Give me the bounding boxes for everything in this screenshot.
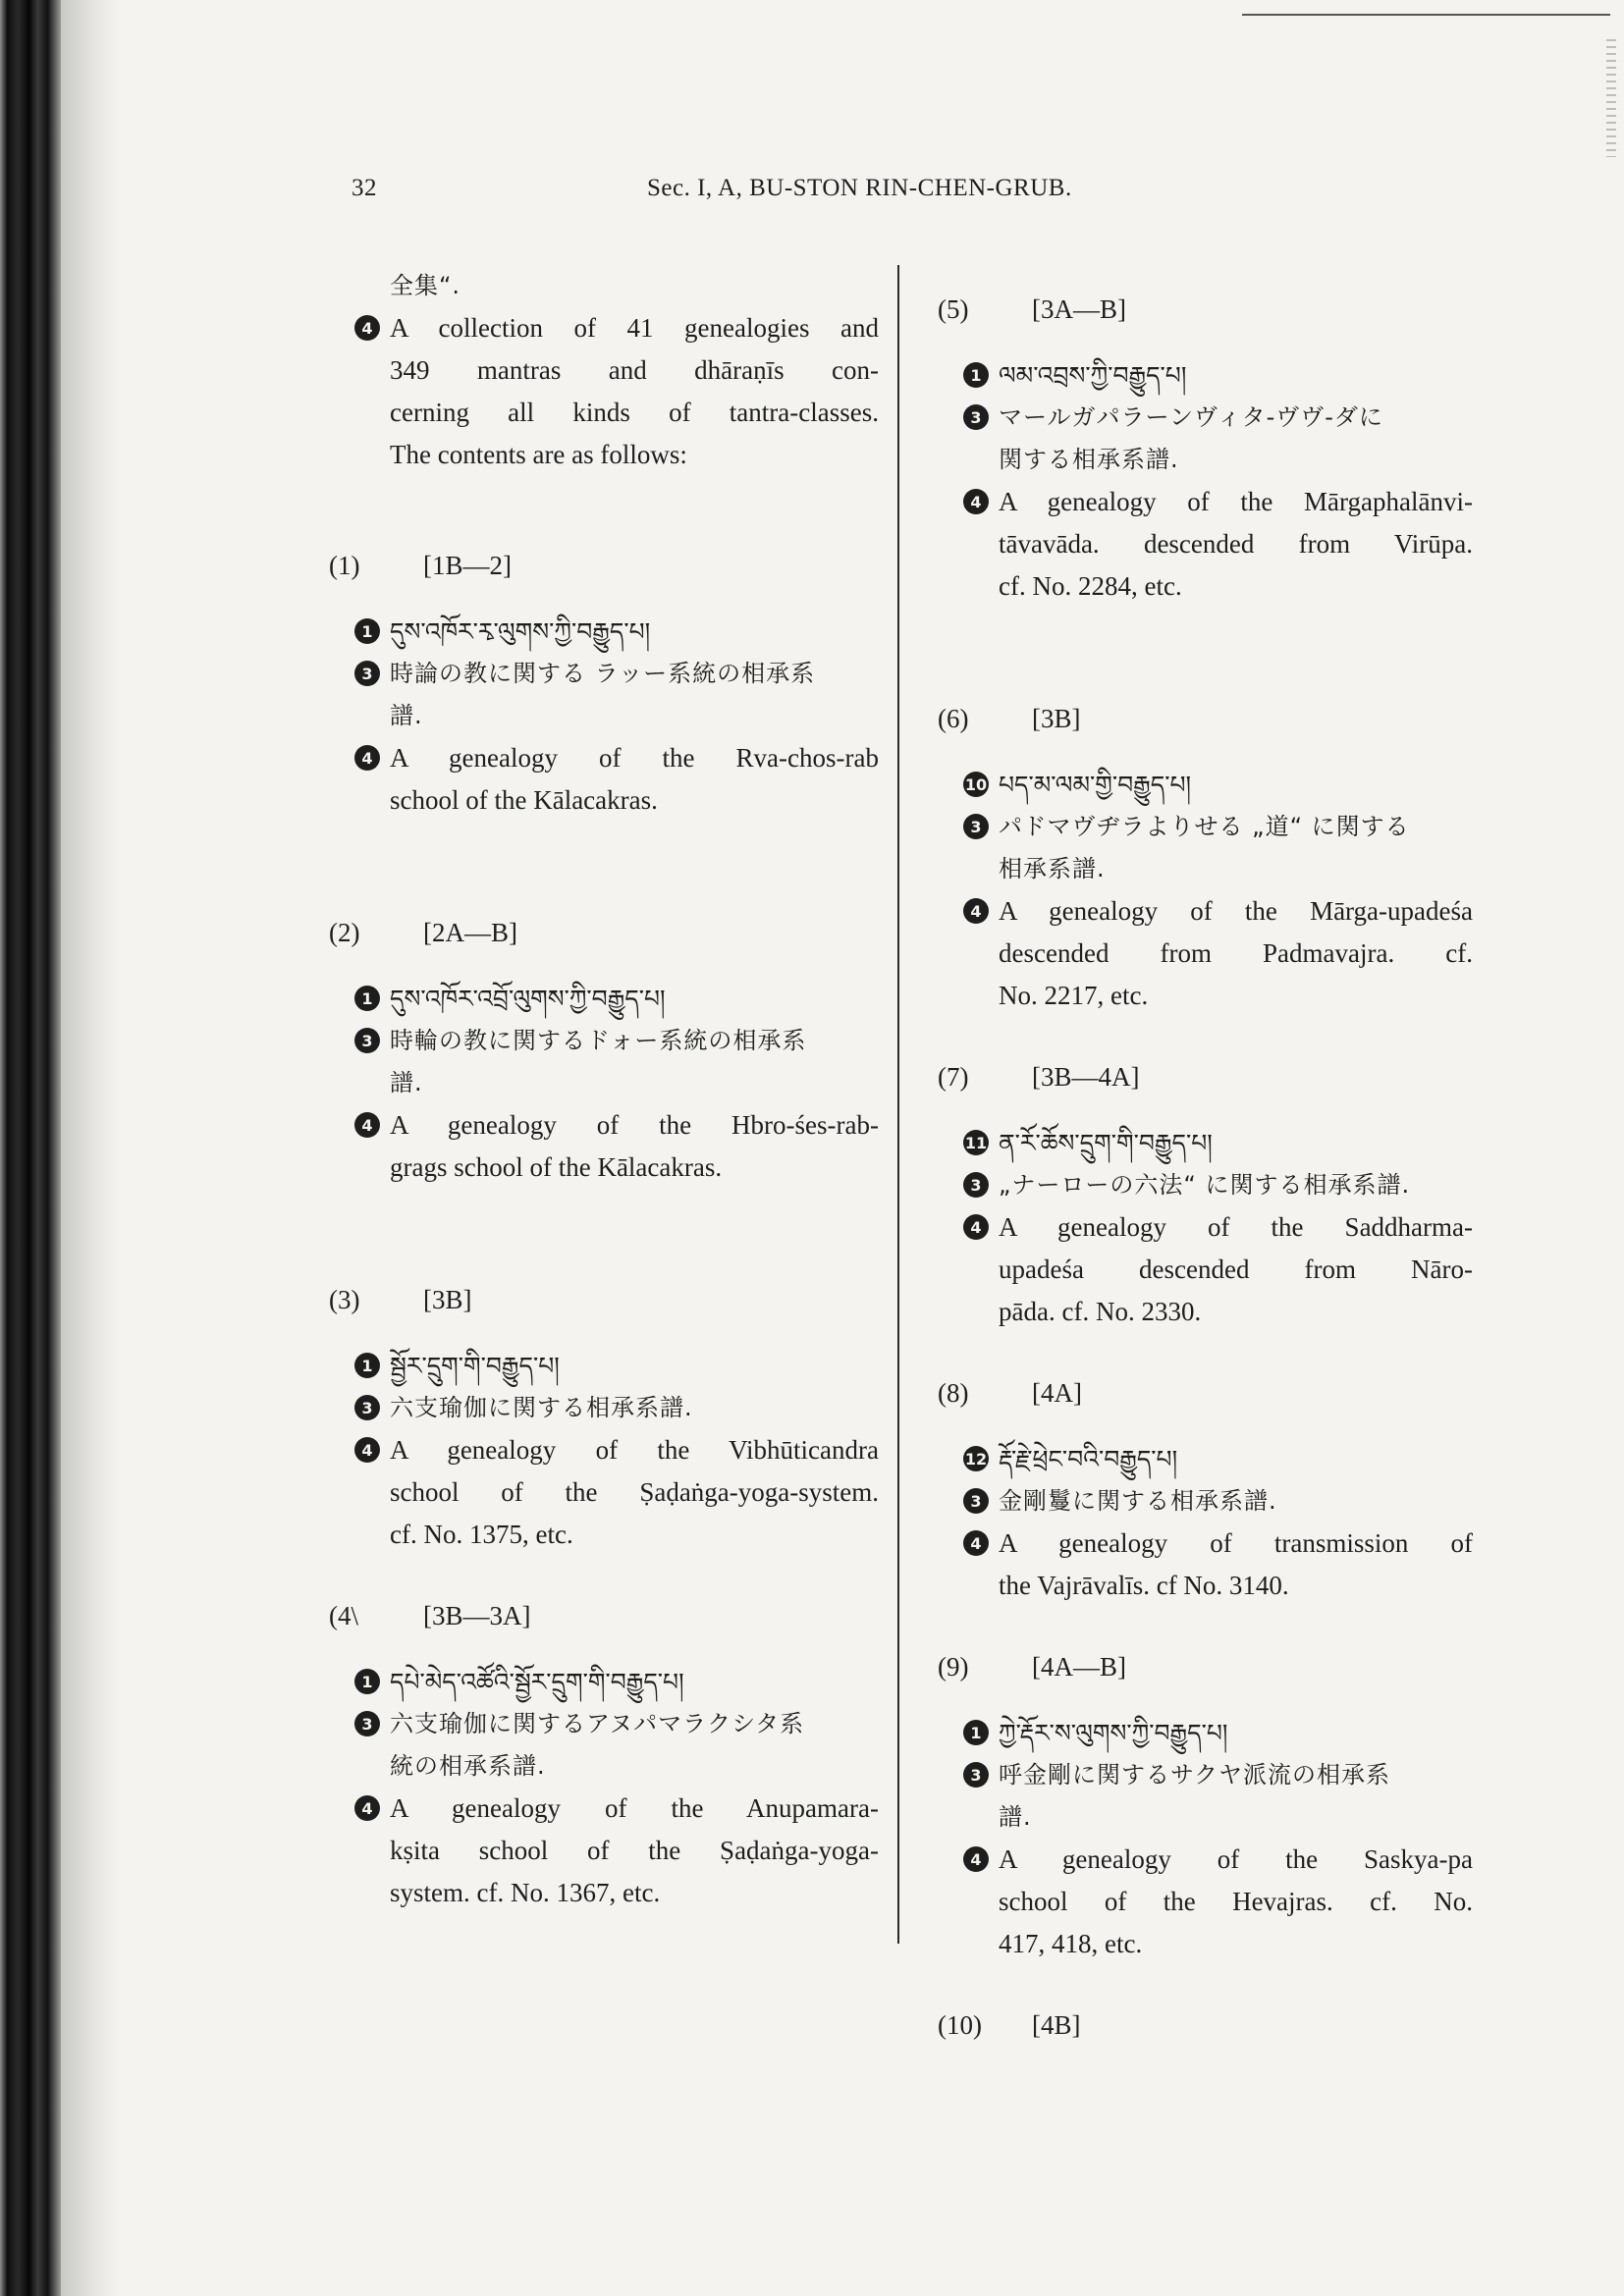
- intro-entry: [329, 307, 879, 476]
- section-gap: [938, 1965, 1473, 2004]
- circled-number-marker: 10: [963, 772, 989, 797]
- section-heading: [329, 545, 879, 587]
- section-folio-ref: [3A—B]: [1032, 294, 1126, 324]
- entry-line: school of the Ṣaḍaṅga-yoga-system.: [390, 1477, 879, 1507]
- section-heading: [329, 1279, 879, 1321]
- section-folio-ref: [3B—3A]: [423, 1601, 531, 1630]
- section-gap: [329, 476, 879, 545]
- entry-line: 六支瑜伽に関する相承系譜.: [390, 1394, 693, 1421]
- entry-english-description: [329, 1104, 879, 1189]
- entry-line: A genealogy of the Hbro-śes-rab-: [390, 1110, 879, 1140]
- entry-english-description: [329, 1429, 879, 1556]
- entry-japanese-title: [938, 1164, 1473, 1206]
- entry-body: [390, 1429, 879, 1556]
- entry-english-description: [329, 737, 879, 822]
- entry-japanese-title: [938, 1480, 1473, 1522]
- page-number: 32: [352, 175, 377, 201]
- entry-english-description: [938, 481, 1473, 608]
- entry-tibetan-title: [329, 978, 879, 1020]
- heading-gap: [938, 1098, 1473, 1122]
- section-number: (9): [938, 1652, 969, 1682]
- intro-line: cerning all kinds of tantra-classes.: [390, 398, 879, 427]
- entry-english-description: [938, 1206, 1473, 1333]
- heading-gap: [329, 954, 879, 978]
- entry-line: A genealogy of the Mārgaphalānvi-: [999, 487, 1473, 516]
- entry-body: [390, 653, 879, 737]
- heading-gap: [329, 587, 879, 611]
- entry-line: ལམ་འབྲས་ཀྱི་བརྒྱུད་པ།: [999, 361, 1187, 390]
- section-heading: [329, 912, 879, 954]
- entry-japanese-title: [329, 1020, 879, 1104]
- heading-gap: [938, 1688, 1473, 1712]
- entry-line: 金剛鬘に関する相承系譜.: [999, 1487, 1277, 1515]
- entry-body: [999, 1164, 1473, 1206]
- circled-number-marker: 1: [354, 618, 380, 644]
- section-folio-ref: [4A]: [1032, 1378, 1082, 1408]
- entry-line: A genealogy of the Mārga-upadeśa: [999, 896, 1473, 926]
- section-gap: [938, 1607, 1473, 1646]
- entry-tibetan-title: [329, 1345, 879, 1387]
- entry-line: པད་མ་ལམ་གྱི་བརྒྱུད་པ།: [999, 771, 1192, 799]
- section-number: (6): [938, 704, 969, 733]
- section-number: (8): [938, 1378, 969, 1408]
- entry-japanese-title: [329, 1387, 879, 1429]
- heading-gap: [938, 1415, 1473, 1438]
- entry-line: マールガパラーンヴィタ-ヴヴ-ダに: [999, 403, 1383, 431]
- entry-body: [390, 611, 879, 653]
- section-folio-ref: [2A—B]: [423, 918, 517, 947]
- section-heading: [938, 1372, 1473, 1415]
- section-heading: [938, 2004, 1473, 2047]
- entry-body: [390, 1345, 879, 1387]
- circled-number-marker: 4: [354, 315, 380, 341]
- entry-line: 相承系譜.: [999, 855, 1106, 882]
- entry-line: school of the Hevajras. cf. No.: [999, 1887, 1473, 1916]
- entry-body: [999, 1438, 1473, 1480]
- section-folio-ref: [4B]: [1032, 2010, 1081, 2040]
- circled-number-marker: 3: [354, 1028, 380, 1053]
- entry-tibetan-title: [938, 1438, 1473, 1480]
- entry-body: [390, 1387, 879, 1429]
- circled-number-marker: 1: [354, 1669, 380, 1694]
- entry-line: school of the Kālacakras.: [390, 785, 658, 815]
- intro-line: A collection of 41 genealogies and: [390, 313, 879, 343]
- scan-edge-speckle: [1606, 39, 1616, 157]
- section-number: (2): [329, 918, 360, 947]
- circled-number-marker: 4: [963, 898, 989, 924]
- section-folio-ref: [1B—2]: [423, 551, 512, 580]
- entry-english-description: [329, 1788, 879, 1914]
- section-heading: [938, 698, 1473, 740]
- entry-tibetan-title: [938, 764, 1473, 806]
- section-gap: [329, 1189, 879, 1279]
- running-head: Sec. I, A, BU-STON RIN-CHEN-GRUB.: [647, 175, 1072, 201]
- circled-number-marker: 12: [963, 1446, 989, 1471]
- entry-body: [999, 806, 1473, 890]
- entry-line: 時論の教に関する ラッー系統の相承系: [390, 660, 816, 687]
- entry-line: 譜.: [390, 702, 423, 729]
- entry-body: [999, 1839, 1473, 1965]
- entry-line: A genealogy of the Vibhūticandra: [390, 1435, 879, 1465]
- entry-line: descended from Padmavajra. cf.: [999, 938, 1473, 968]
- intro-fragment: 全集“.: [390, 272, 461, 299]
- entry-line: パドマヴヂラよりせる „道“ に関する: [999, 813, 1410, 840]
- entry-line: cf. No. 1375, etc.: [390, 1520, 573, 1549]
- heading-gap: [938, 740, 1473, 764]
- section-gap: [329, 822, 879, 912]
- circled-number-marker: 4: [354, 1795, 380, 1821]
- entry-line: tāvavāda. descended from Virūpa.: [999, 529, 1473, 559]
- section-gap: [938, 1017, 1473, 1056]
- entry-body: [390, 737, 879, 822]
- intro-line: The contents are as follows:: [390, 440, 687, 469]
- entry-tibetan-title: [938, 1122, 1473, 1164]
- entry-body: [999, 1522, 1473, 1607]
- circled-number-marker: 1: [963, 1720, 989, 1745]
- entry-line: system. cf. No. 1367, etc.: [390, 1878, 661, 1907]
- book-spine-shadow: [0, 0, 61, 2296]
- entry-body: [390, 1788, 879, 1914]
- circled-number-marker: 4: [354, 1437, 380, 1463]
- entry-body: [390, 1104, 879, 1189]
- section-gap: [938, 1333, 1473, 1372]
- entry-line: 時輪の教に関するドォー系統の相承系: [390, 1027, 807, 1054]
- entry-tibetan-title: [329, 611, 879, 653]
- entry-body: [999, 397, 1473, 481]
- section-number: (10): [938, 2010, 982, 2040]
- entry-line: དུས་འཁོར་རྭ་ལུགས་ཀྱི་བརྒྱུད་པ།: [390, 617, 651, 646]
- heading-gap: [938, 331, 1473, 354]
- heading-gap: [329, 1321, 879, 1345]
- entry-line: 417, 418, etc.: [999, 1929, 1143, 1958]
- circled-number-marker: 3: [963, 1762, 989, 1788]
- entry-english-description: [938, 1839, 1473, 1965]
- column-divider: [897, 265, 899, 1944]
- entry-line: 六支瑜伽に関するアヌパマラクシタ系: [390, 1710, 805, 1737]
- right-sections: [938, 265, 1473, 2047]
- entry-line: A genealogy of the Anupamara-: [390, 1793, 879, 1823]
- entry-line: pāda. cf. No. 2330.: [999, 1297, 1202, 1326]
- entry-body: [999, 1712, 1473, 1754]
- entry-body: [390, 978, 879, 1020]
- circled-number-marker: 3: [963, 1488, 989, 1514]
- entry-japanese-title: [329, 1703, 879, 1788]
- section-gap: [938, 608, 1473, 698]
- circled-number-marker: 1: [354, 986, 380, 1011]
- entry-line: A genealogy of the Saskya-pa: [999, 1844, 1473, 1874]
- section-heading: [329, 1595, 879, 1637]
- entry-english-description: [938, 1522, 1473, 1607]
- gutter-shadow: [61, 0, 120, 2296]
- entry-line: No. 2217, etc.: [999, 981, 1149, 1010]
- entry-body: [999, 890, 1473, 1017]
- entry-line: དུས་འཁོར་འབྲོ་ལུགས་ཀྱི་བརྒྱུད་པ།: [390, 985, 666, 1013]
- entry-japanese-title: [329, 653, 879, 737]
- circled-number-marker: 4: [354, 745, 380, 771]
- entry-line: 統の相承系譜.: [390, 1752, 546, 1780]
- entry-body: [999, 481, 1473, 608]
- circled-number-marker: 3: [354, 1395, 380, 1420]
- section-folio-ref: [3B]: [1032, 704, 1081, 733]
- section-heading: [938, 1646, 1473, 1688]
- section-number: (5): [938, 294, 969, 324]
- entry-line: རྡོ་རྗེ་ཕྲེང་བའི་བརྒྱུད་པ།: [999, 1445, 1178, 1473]
- page-header: [0, 175, 1624, 214]
- circled-number-marker: 4: [963, 489, 989, 514]
- intro-line: 349 mantras and dhāraṇīs con-: [390, 355, 879, 385]
- circled-number-marker: 3: [354, 1711, 380, 1736]
- entry-line: cf. No. 2284, etc.: [999, 571, 1182, 601]
- entry-body: [390, 1020, 879, 1104]
- left-sections: [329, 476, 879, 1914]
- entry-line: A genealogy of transmission of: [999, 1528, 1473, 1558]
- section-number: (4\: [329, 1601, 358, 1630]
- entry-body: [390, 1661, 879, 1703]
- entry-line: „ナーローの六法“ に関する相承系譜.: [999, 1171, 1411, 1199]
- section-folio-ref: [3B—4A]: [1032, 1062, 1140, 1092]
- entry-body: [999, 1480, 1473, 1522]
- entry-line: grags school of the Kālacakras.: [390, 1152, 723, 1182]
- entry-japanese-title: [938, 806, 1473, 890]
- entry-line: upadeśa descended from Nāro-: [999, 1255, 1473, 1284]
- circled-number-marker: 3: [354, 661, 380, 686]
- entry-line: དཔེ་མེད་འཚོའི་སྦྱོར་དྲུག་གི་བརྒྱུད་པ།: [390, 1668, 684, 1696]
- circled-number-marker: 4: [354, 1112, 380, 1138]
- scan-edge-line: [1242, 14, 1610, 16]
- section-gap: [329, 1556, 879, 1595]
- section-number: (7): [938, 1062, 969, 1092]
- entry-line: སྦྱོར་དྲུག་གི་བརྒྱུད་པ།: [390, 1352, 560, 1380]
- entry-tibetan-title: [938, 1712, 1473, 1754]
- entry-body: [390, 1703, 879, 1788]
- entry-line: ཀྱེ་རྡོར་ས་ལུགས་ཀྱི་བརྒྱུད་པ།: [999, 1719, 1228, 1747]
- section-heading: [938, 1056, 1473, 1098]
- section-folio-ref: [3B]: [423, 1285, 472, 1314]
- entry-tibetan-title: [329, 1661, 879, 1703]
- entry-line: 譜.: [999, 1803, 1032, 1831]
- circled-number-marker: 1: [963, 362, 989, 388]
- left-column: [329, 265, 879, 1914]
- entry-line: 譜.: [390, 1069, 423, 1096]
- circled-number-marker: 4: [963, 1846, 989, 1872]
- section-folio-ref: [4A—B]: [1032, 1652, 1126, 1682]
- entry-line: A genealogy of the Saddharma-: [999, 1212, 1473, 1242]
- right-column: [938, 265, 1473, 2047]
- section-number: (3): [329, 1285, 360, 1314]
- entry-body: [999, 1206, 1473, 1333]
- intro-body: [390, 307, 879, 476]
- entry-body: [999, 764, 1473, 806]
- entry-english-description: [938, 890, 1473, 1017]
- heading-gap: [329, 1637, 879, 1661]
- entry-line: 呼金剛に関するサクヤ派流の相承系: [999, 1761, 1391, 1789]
- entry-line: kṣita school of the Ṣaḍaṅga-yoga-: [390, 1836, 879, 1865]
- section-heading: [938, 289, 1473, 331]
- entry-line: A genealogy of the Rva-chos-rab: [390, 743, 879, 773]
- section-number: (1): [329, 551, 360, 580]
- entry-body: [999, 1754, 1473, 1839]
- circled-number-marker: 4: [963, 1530, 989, 1556]
- entry-japanese-title: [938, 397, 1473, 481]
- circled-number-marker: 3: [963, 814, 989, 839]
- entry-line: the Vajrāvalīs. cf No. 3140.: [999, 1571, 1289, 1600]
- entry-tibetan-title: [938, 354, 1473, 397]
- circled-number-marker: 4: [963, 1214, 989, 1240]
- section-gap: [938, 265, 1473, 289]
- entry-line: ན་རོ་ཆོས་དྲུག་གི་བརྒྱུད་པ།: [999, 1129, 1213, 1157]
- entry-body: [999, 1122, 1473, 1164]
- entry-body: [999, 354, 1473, 397]
- circled-number-marker: 11: [963, 1130, 989, 1155]
- circled-number-marker: 1: [354, 1353, 380, 1378]
- entry-line: 関する相承系譜.: [999, 446, 1179, 473]
- circled-number-marker: 3: [963, 1172, 989, 1198]
- circled-number-marker: 3: [963, 404, 989, 430]
- entry-japanese-title: [938, 1754, 1473, 1839]
